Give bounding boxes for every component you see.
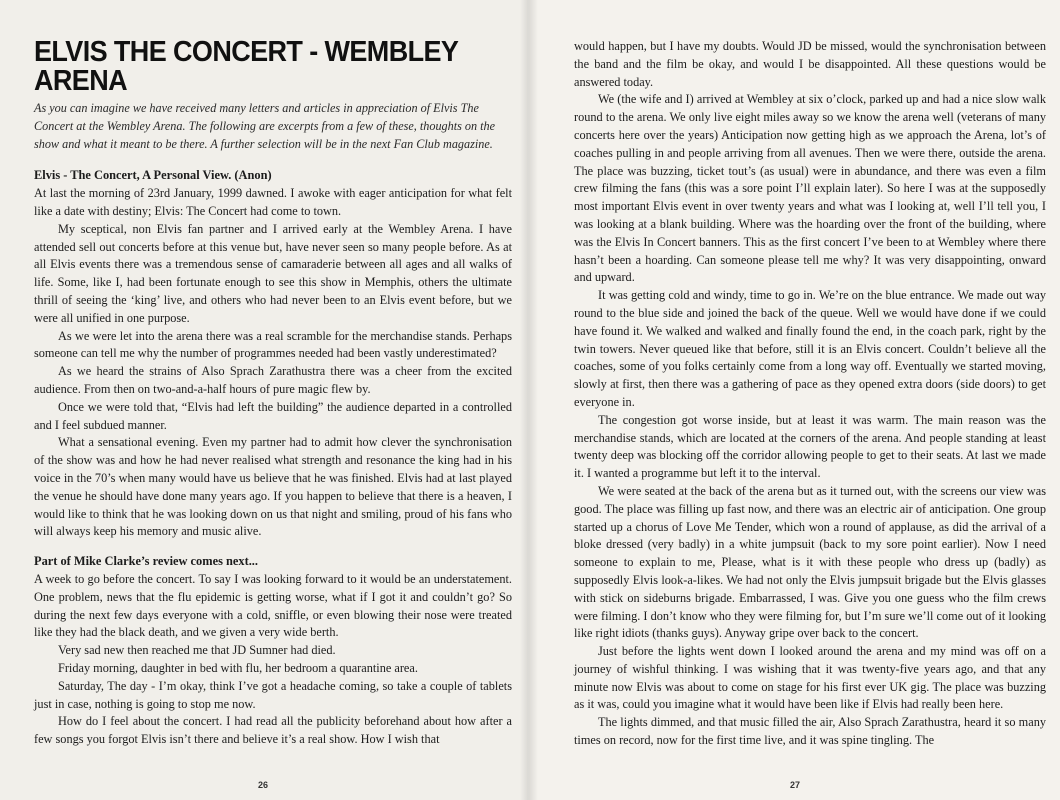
article-intro: As you can imagine we have received many letters and articles in appreciation of Elvis The Concert at the Wembley Arena. The following are excerpts from a few of these, thoughts on the show and what it meant to be there. A further selection will be in the next Fan Club magazine. (34, 101, 496, 151)
section-gap (34, 541, 512, 553)
paragraph: We (the wife and I) arrived at Wembley at six o’clock, parked up and had a nice slow walk round to the arena. We only live eight miles away so we know the arena well (veterans of many concerts here over the years) Anticipation now getting high as we approach the Arena, lot’s of coaches pulling in and people arriving from all avenues. Then we were there, outside the arena. The place was buzzing, ticket tout’s (as usual) were in abundance, and there was even a film crew filming the fans (this was a sore point I’ll explain later). So here I was at the supposedly most important Elvis event in over twenty years and what was I looking at, well I’ll tell you, I was looking at a blank building. Where was the hoarding over the front of the building, where was the Elvis In Concert banners. This as the first concert I’ve been to at Wembley where there hasn’t been a hoarding. Can someone please tell me why? It was very disappointing, onward and upward. (574, 92, 1046, 285)
paragraph: A week to go before the concert. To say I was looking forward to it would be an understatement. One problem, news that the flu epidemic is getting worse, what if I got it and couldn’t go? So during the next few days everyone with a cold, sniffle, or even blowing their nose were treated like they had the black death, and we given a very wide berth. (34, 571, 512, 640)
section-heading-personal-view: Elvis - The Concert, A Personal View. (Anon) (34, 168, 272, 183)
paragraph: Friday morning, daughter in bed with flu, her bedroom a quarantine area. (58, 660, 418, 675)
paragraph: As we were let into the arena there was a real scramble for the merchandise stands. Perhaps someone can tell me why the number of programmes needed had been vastly underestimated? (34, 328, 512, 361)
article-title: ELVIS THE CONCERT - WEMBLEY ARENA (34, 35, 458, 97)
paragraph: It was getting cold and windy, time to go in. We’re on the blue entrance. We made out way round to the blue side and joined the back of the queue. Well we would have done if we could have found it. We walked and walked and finally found the end, in the coach park, right by the twin towers. Never queued like that before, still it is an Elvis concert. Couldn’t believe all the coaches, some of you folks certainly come from a long way off. Eventually we started moving, slowly at first, then there was a gathering of pace as they opened extra doors (side doors) to get everyone in. (574, 288, 1046, 409)
paragraph: My sceptical, non Elvis fan partner and I arrived early at the Wembley Arena. I have attended sell out concerts before at this venue but, have never seen so many people before. As at all Elvis events there was a tremendous sense of camaraderie between all ages and all walks of life. Some, like I, had been fortunate enough to see this show in Memphis, others the ultimate thrill of seeing the ‘king’ live, and others who had never been to an Elvis event before, but we were all unified in one purpose. (34, 221, 512, 325)
paragraph: The lights dimmed, and that music filled the air, Also Sprach Zarathustra, heard it so many times on record, now for the first time live, and it was spine tingling. The (574, 715, 1046, 748)
paragraph: would happen, but I have my doubts. Would JD be missed, would the synchronisation between the band and the film be okay, and would I be disappointed. All these questions would be answered today. (574, 39, 1046, 89)
paragraph: Saturday, The day - I’m okay, think I’ve got a headache coming, so take a couple of tablets just in case, nothing is going to stop me now. (34, 678, 512, 711)
paragraph: Very sad new then reached me that JD Sumner had died. (58, 643, 336, 658)
left-page (0, 0, 528, 800)
paragraph: We were seated at the back of the arena but as it turned out, with the screens our view was good. The place was filling up fast now, and there was an electric air of anticipation. One group started up a chorus of Love Me Tender, which won a round of applause, as did the arrival of a bloke dressed (very badly) in a white jumpsuit (back to my sore point earlier). Now I need someone to explain to me, Please, what is it with these people who dress up (badly) as supposedly Elvis look-a-likes. We had not only the Elvis jumpsuit brigade but the Elvis glasses with stick on sideburns brigade. Embarrassed, I was. Give you one guess who the film crews were filming. I don’t know who they were filming for, but I’m sure we’ll come out of it looking like right idiots (thanks guys). Anyway gripe over back to the concert. (574, 483, 1046, 641)
right-page (528, 0, 1060, 800)
paragraph: Once we were told that, “Elvis had left the building” the audience departed in a controlled and I feel subdued manner. (34, 399, 512, 432)
page-number: 27 (790, 780, 801, 790)
page-number: 26 (258, 780, 269, 790)
paragraph: The congestion got worse inside, but at least it was warm. The main reason was the merchandise stands, which are located at the corners of the arena. And people standing at least twenty deep was blocking off the corridor allowing people to get to their seats. At last we made it. I wanted a programme but left it to the interval. (574, 412, 1046, 481)
paragraph: Just before the lights went down I looked around the arena and my mind was off on a journey of wishful thinking. I was wishing that it was twenty-five years ago, and that any minute now Elvis was about to come on stage for his first ever UK gig. The place was buzzing as it was, could you imagine what it would have been like if Elvis had really been here. (574, 644, 1046, 712)
paragraph: What a sensational evening. Even my partner had to admit how clever the synchronisation of the show was and how he had never realised what strength and resonance the king had in his voice in the 70’s when many would have us believe that he was finished. Elvis had at last played the venue he should have done many years ago. If you happen to believe that there is a heaven, I would like to think that he was looking down on us that night and smiling, proud of his fans who will always keep his memory and music alive. (34, 435, 512, 539)
page-gutter-shadow (520, 0, 538, 800)
paragraph: How do I feel about the concert. I had read all the publicity beforehand about how after a few songs you forgot Elvis isn’t there and believe it’s a real show. How I wish that (34, 714, 512, 747)
paragraph: As we heard the strains of Also Sprach Zarathustra there was a cheer from the excited audience. From then on two-and-a-half hours of pure magic flew by. (34, 364, 512, 396)
paragraph: At last the morning of 23rd January, 1999 dawned. I awoke with eager anticipation for what felt like a date with destiny; Elvis: The Concert had come to town. (34, 186, 512, 218)
section-heading-mike-clarke-review: Part of Mike Clarke’s review comes next... (34, 554, 258, 569)
